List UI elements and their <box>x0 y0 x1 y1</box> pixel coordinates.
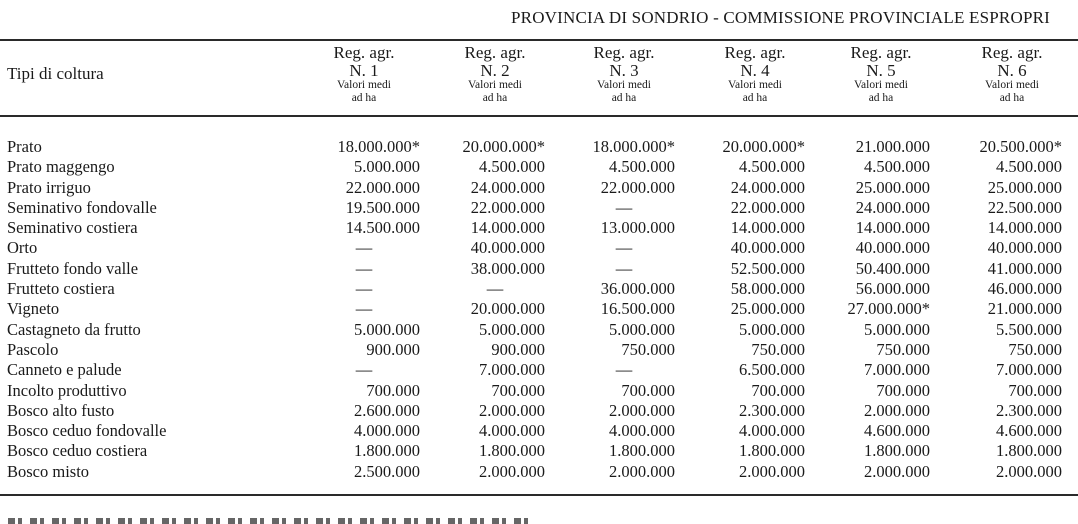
value-cell: 4.500.000 <box>479 157 545 177</box>
table-row <box>0 320 1078 340</box>
value-cell: 700.000 <box>876 380 930 400</box>
value-cell: 1.800.000 <box>996 441 1062 461</box>
table-row <box>0 340 1078 360</box>
column-header-line4: ad ha <box>742 91 768 104</box>
column-header-line4: ad ha <box>611 91 637 104</box>
value-cell: 5.500.000 <box>996 319 1062 339</box>
value-cell: 58.000.000 <box>730 279 805 299</box>
value-cell: 2.000.000 <box>996 461 1062 481</box>
value-cell: 22.000.000 <box>470 197 545 217</box>
value-cell: 5.000.000 <box>864 319 930 339</box>
column-header-line1: Reg. agr. <box>464 43 526 62</box>
column-header-region-5 <box>816 44 946 104</box>
running-head: PROVINCIA DI SONDRIO - COMMISSIONE PROVINCIALE ESPROPRI <box>511 8 1050 27</box>
value-cell: — <box>615 238 633 258</box>
value-cell: 750.000 <box>621 339 675 359</box>
column-header-line3: Valori medi <box>985 79 1039 91</box>
table-row <box>0 137 1078 157</box>
value-cell: 14.500.000 <box>345 218 420 238</box>
value-cell: 38.000.000 <box>470 258 545 278</box>
crop-type-name: Seminativo costiera <box>7 218 138 238</box>
value-cell: 14.000.000 <box>855 218 930 238</box>
value-cell: 41.000.000 <box>987 258 1062 278</box>
value-cell: 14.000.000 <box>470 218 545 238</box>
value-cell: 21.000.000 <box>855 137 930 156</box>
crop-type-name: Castagneto da frutto <box>7 319 141 339</box>
value-cell: 24.000.000 <box>730 177 805 197</box>
column-header-line1: Reg. agr. <box>850 43 912 62</box>
value-cell: 21.000.000 <box>987 299 1062 319</box>
value-cell: 4.500.000 <box>864 157 930 177</box>
crop-type-name: Bosco ceduo costiera <box>7 441 148 461</box>
value-cell: 25.000.000 <box>987 177 1062 197</box>
value-cell: 4.600.000 <box>864 421 930 441</box>
table-row <box>0 462 1078 482</box>
column-header-line3: Valori medi <box>597 79 651 91</box>
value-cell: 1.800.000 <box>864 441 930 461</box>
value-cell: 22.500.000 <box>987 197 1062 217</box>
value-cell: 5.000.000 <box>739 319 805 339</box>
value-cell: 750.000 <box>1008 339 1062 359</box>
value-cell: 52.500.000 <box>730 258 805 278</box>
value-cell: 4.500.000 <box>739 157 805 177</box>
crop-type-name: Frutteto fondo valle <box>7 258 139 278</box>
crop-type-name: Bosco alto fusto <box>7 400 115 420</box>
value-cell: 700.000 <box>751 380 805 400</box>
table-row <box>0 360 1078 380</box>
value-cell: 2.300.000 <box>739 400 805 420</box>
column-header-line1: Reg. agr. <box>333 43 395 62</box>
value-cell: 2.500.000 <box>354 461 420 481</box>
value-cell: 1.800.000 <box>739 441 805 461</box>
column-header-line3: Valori medi <box>468 79 522 91</box>
value-cell: — <box>355 299 373 319</box>
value-cell: 5.000.000 <box>354 319 420 339</box>
column-header-line4: ad ha <box>351 91 377 104</box>
value-cell: 27.000.000* <box>847 299 930 319</box>
table-row <box>0 198 1078 218</box>
value-cell: 22.000.000 <box>600 177 675 197</box>
value-cell: 4.500.000 <box>609 157 675 177</box>
value-cell: 1.800.000 <box>479 441 545 461</box>
value-cell: 900.000 <box>366 339 420 359</box>
value-cell: 6.500.000 <box>739 360 805 380</box>
value-cell: 2.000.000 <box>609 461 675 481</box>
column-header-line2: N. 1 <box>349 61 379 80</box>
table-row <box>0 441 1078 461</box>
crop-type-name: Prato maggengo <box>7 157 115 177</box>
column-header-line4: ad ha <box>999 91 1025 104</box>
crop-type-name: Incolto produttivo <box>7 380 127 400</box>
column-header-line3: Valori medi <box>728 79 782 91</box>
value-cell: — <box>486 279 504 299</box>
table-row <box>0 421 1078 441</box>
value-cell: 4.000.000 <box>609 421 675 441</box>
value-cell: 700.000 <box>491 380 545 400</box>
value-cell: 40.000.000 <box>855 238 930 258</box>
table-bottom-rule <box>0 494 1078 496</box>
value-cell: 25.000.000 <box>855 177 930 197</box>
value-cell: — <box>615 197 633 217</box>
value-cell: 20.500.000* <box>979 137 1062 156</box>
column-header-line2: N. 4 <box>740 61 770 80</box>
value-cell: 2.300.000 <box>996 400 1062 420</box>
column-header-line2: N. 6 <box>997 61 1027 80</box>
value-cell: 5.000.000 <box>609 319 675 339</box>
value-cell: 1.800.000 <box>354 441 420 461</box>
value-cell: 2.000.000 <box>479 400 545 420</box>
crop-type-name: Orto <box>7 238 38 258</box>
column-header-line2: N. 3 <box>609 61 639 80</box>
crop-type-name: Vigneto <box>7 299 60 319</box>
value-cell: 4.000.000 <box>354 421 420 441</box>
column-header-tipi-di-coltura: Tipi di coltura <box>7 64 104 83</box>
table-row <box>0 381 1078 401</box>
value-cell: 2.000.000 <box>479 461 545 481</box>
column-header-line1: Reg. agr. <box>724 43 786 62</box>
value-cell: — <box>355 279 373 299</box>
value-cell: 13.000.000 <box>600 218 675 238</box>
table-row <box>0 157 1078 177</box>
value-cell: 2.000.000 <box>739 461 805 481</box>
table-header-rule <box>0 115 1078 117</box>
column-header-line4: ad ha <box>482 91 508 104</box>
table-row <box>0 259 1078 279</box>
value-cell: 700.000 <box>366 380 420 400</box>
value-cell: 14.000.000 <box>987 218 1062 238</box>
value-cell: 2.000.000 <box>864 461 930 481</box>
value-cell: 24.000.000 <box>855 197 930 217</box>
value-cell: 24.000.000 <box>470 177 545 197</box>
value-cell: 14.000.000 <box>730 218 805 238</box>
value-cell: 5.000.000 <box>354 157 420 177</box>
value-cell: 5.000.000 <box>479 319 545 339</box>
value-cell: 19.500.000 <box>345 197 420 217</box>
value-cell: 56.000.000 <box>855 279 930 299</box>
crop-type-name: Prato irriguo <box>7 177 91 197</box>
value-cell: 16.500.000 <box>600 299 675 319</box>
column-header-line1: Reg. agr. <box>981 43 1043 62</box>
table-row <box>0 178 1078 198</box>
crop-type-name: Frutteto costiera <box>7 279 115 299</box>
value-cell: 40.000.000 <box>987 238 1062 258</box>
value-cell: 50.400.000 <box>855 258 930 278</box>
crop-type-name: Canneto e palude <box>7 360 122 380</box>
value-cell: — <box>355 238 373 258</box>
value-cell: 900.000 <box>491 339 545 359</box>
value-cell: — <box>355 258 373 278</box>
value-cell: 40.000.000 <box>730 238 805 258</box>
table-top-rule <box>0 39 1078 41</box>
value-cell: 700.000 <box>1008 380 1062 400</box>
value-cell: 1.800.000 <box>609 441 675 461</box>
value-cell: 2.000.000 <box>864 400 930 420</box>
value-cell: — <box>355 360 373 380</box>
column-header-region-6 <box>947 44 1077 104</box>
value-cell: 20.000.000 <box>470 299 545 319</box>
crop-type-name: Prato <box>7 137 42 156</box>
value-cell: 4.000.000 <box>479 421 545 441</box>
value-cell: 20.000.000* <box>722 137 805 156</box>
column-header-region-1 <box>299 44 429 104</box>
value-cell: 7.000.000 <box>996 360 1062 380</box>
crop-type-name: Seminativo fondovalle <box>7 197 157 217</box>
value-cell: 46.000.000 <box>987 279 1062 299</box>
value-cell: 2.600.000 <box>354 400 420 420</box>
value-cell: 22.000.000 <box>730 197 805 217</box>
table-row <box>0 238 1078 258</box>
table-row <box>0 218 1078 238</box>
value-cell: 18.000.000* <box>592 137 675 156</box>
value-cell: 7.000.000 <box>479 360 545 380</box>
value-cell: 4.500.000 <box>996 157 1062 177</box>
value-cell: 7.000.000 <box>864 360 930 380</box>
column-header-line2: N. 5 <box>866 61 896 80</box>
column-header-line1: Reg. agr. <box>593 43 655 62</box>
table-row <box>0 401 1078 421</box>
value-cell: — <box>615 360 633 380</box>
table-row <box>0 299 1078 319</box>
crop-type-name: Pascolo <box>7 339 59 359</box>
value-cell: 36.000.000 <box>600 279 675 299</box>
column-header-region-4 <box>690 44 820 104</box>
value-cell: 20.000.000* <box>462 137 545 156</box>
value-cell: 700.000 <box>621 380 675 400</box>
value-cell: 4.000.000 <box>739 421 805 441</box>
value-cell: — <box>615 258 633 278</box>
clipped-footnote-text <box>0 512 540 524</box>
value-cell: 40.000.000 <box>470 238 545 258</box>
column-header-region-2 <box>430 44 560 104</box>
value-cell: 2.000.000 <box>609 400 675 420</box>
crop-type-name: Bosco ceduo fondovalle <box>7 421 167 441</box>
column-header-region-3 <box>559 44 689 104</box>
column-header-line3: Valori medi <box>337 79 391 91</box>
value-cell: 750.000 <box>876 339 930 359</box>
column-header-line3: Valori medi <box>854 79 908 91</box>
value-cell: 750.000 <box>751 339 805 359</box>
column-header-line4: ad ha <box>868 91 894 104</box>
value-cell: 4.600.000 <box>996 421 1062 441</box>
table-row <box>0 279 1078 299</box>
value-cell: 22.000.000 <box>345 177 420 197</box>
crop-type-name: Bosco misto <box>7 461 90 481</box>
value-cell: 18.000.000* <box>337 137 420 156</box>
table-body <box>0 137 1078 482</box>
value-cell: 25.000.000 <box>730 299 805 319</box>
column-header-line2: N. 2 <box>480 61 510 80</box>
